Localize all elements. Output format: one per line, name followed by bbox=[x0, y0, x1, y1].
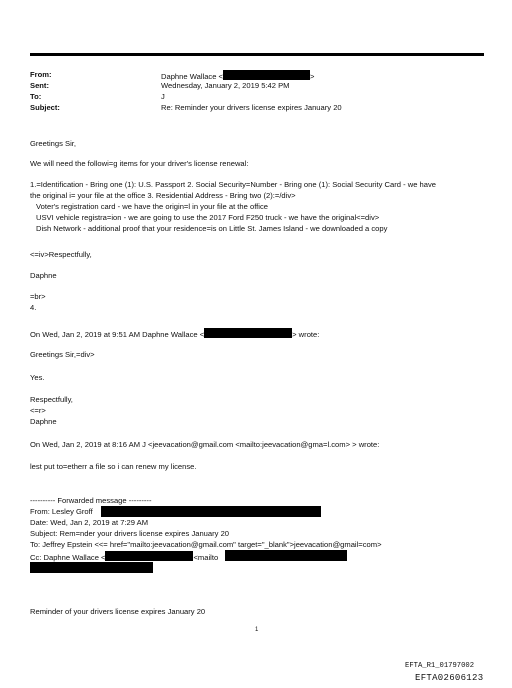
intro-text: We will need the followi=g items for your driver's license renewal: bbox=[30, 159, 249, 168]
br-tag-text: =br> bbox=[30, 292, 46, 301]
from-label: From: bbox=[30, 70, 52, 79]
item-line-2: the original i= your file at the office 3. Residential Address - Bring two (2):=/div> bbox=[30, 191, 296, 200]
request-text: lest put to=etherr a file so i can renew my license. bbox=[30, 462, 197, 471]
quote-line-1 bbox=[30, 328, 319, 339]
from-value bbox=[161, 70, 314, 81]
forwarded-date: Date: Wed, Jan 2, 2019 at 7:29 AM bbox=[30, 518, 149, 527]
subject-label: Subject: bbox=[30, 103, 60, 112]
sent-value: Wednesday, January 2, 2019 5:42 PM bbox=[161, 81, 290, 90]
quote1-suffix: > wrote: bbox=[292, 330, 320, 339]
redaction-box bbox=[105, 551, 193, 561]
redaction-box bbox=[204, 328, 292, 338]
forwarded-cc bbox=[30, 551, 218, 562]
fwd-cc-mailto: <mailto bbox=[193, 553, 219, 562]
redaction-box bbox=[101, 506, 321, 517]
page-number: 1 bbox=[255, 627, 259, 633]
subject-value: Re: Reminder your drivers license expires January 20 bbox=[161, 103, 342, 112]
signature: Daphne bbox=[30, 271, 57, 280]
number-four: 4. bbox=[30, 303, 37, 312]
from-name: Daphne Wallace < bbox=[161, 72, 223, 81]
sent-label: Sent: bbox=[30, 81, 49, 90]
item-line-1: 1.=Identification - Bring one (1): U.S. Passport 2. Social Security=Number - Bring one (1): Social Security Card - we have bbox=[30, 180, 437, 189]
to-label: To: bbox=[30, 92, 42, 101]
item-line-4: USVI vehicle registra=ion - we are going to use the 2017 Ford F250 truck - we have the original<=div> bbox=[36, 213, 380, 222]
r-tag-text: <=r> bbox=[30, 406, 46, 415]
redaction-box bbox=[225, 550, 347, 561]
item-line-3: Voter's registration card - we have the origin=l in your file at the office bbox=[36, 202, 268, 211]
respectfully-2: Respectfully, bbox=[30, 395, 73, 404]
redaction-box bbox=[223, 70, 310, 80]
forwarded-header: ---------- Forwarded message --------- bbox=[30, 496, 152, 505]
quote-line-2: On Wed, Jan 2, 2019 at 8:16 AM J <jeevacation@gmail.com <mailto:jeevacation@gma=l.com> > wrote: bbox=[30, 440, 380, 449]
footer-id-2: EFTA02606123 bbox=[415, 673, 484, 683]
respectfully-text: <=iv>Respectfully, bbox=[30, 250, 92, 259]
footer-id-1: EFTA_R1_01797002 bbox=[405, 662, 475, 670]
signature-2: Daphne bbox=[30, 417, 57, 426]
from-close: > bbox=[309, 72, 315, 81]
item-line-5: Dish Network - additional proof that your residence=is on Little St. James Island - we downloaded a copy bbox=[36, 224, 388, 233]
fwd-cc-prefix: Cc: Daphne Wallace < bbox=[30, 553, 106, 562]
yes-text: Yes. bbox=[30, 373, 45, 382]
greeting-2: Greetings Sir,=div> bbox=[30, 350, 95, 359]
forwarded-subject: Subject: Rem=nder your drivers license expires January 20 bbox=[30, 529, 230, 538]
greeting: Greetings Sir, bbox=[30, 139, 77, 148]
quote1-prefix: On Wed, Jan 2, 2019 at 9:51 AM Daphne Wallace < bbox=[30, 330, 205, 339]
forwarded-from bbox=[30, 507, 93, 516]
fwd-from-text: From: Lesley Groff bbox=[30, 507, 93, 516]
header-rule bbox=[30, 53, 484, 56]
redaction-box bbox=[30, 562, 153, 573]
reminder-text: Reminder of your drivers license expires January 20 bbox=[30, 607, 206, 616]
to-value: J bbox=[161, 92, 165, 101]
forwarded-to: To: Jeffrey Epstein <<= href="mailto:jeevacation@gmail.com" target="_blank">jeevacation@gmail=com> bbox=[30, 540, 382, 549]
